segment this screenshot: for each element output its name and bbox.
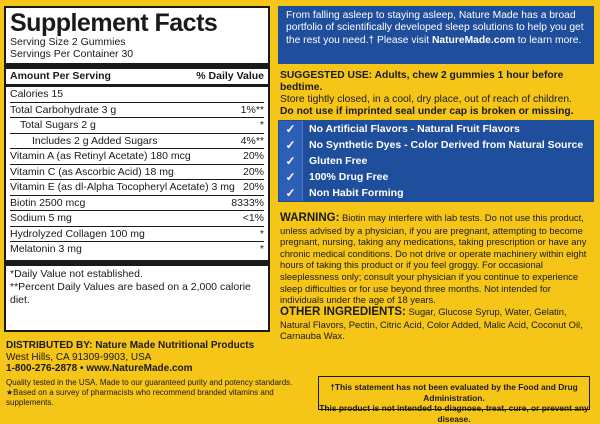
survey-statement: ★Based on a survey of pharmacists who recommend branded vitamins and supplements. (6, 387, 274, 407)
nutrient-dv: 4%** (240, 134, 264, 147)
suggested-use-lead: SUGGESTED USE: Adults, chew 2 gummies 1 hour before bedtime. (280, 70, 564, 93)
daily-value-label: % Daily Value (196, 70, 264, 82)
facts-row (10, 211, 264, 227)
nutrient-name: Calories 15 (10, 88, 64, 100)
checklist-item (279, 153, 593, 169)
other-ingredients (280, 306, 596, 342)
facts-row (10, 242, 264, 257)
feature-checklist (278, 120, 594, 202)
nutrient-dv: 20% (242, 165, 264, 178)
checklist-label: No Artificial Flavors - Natural Fruit Flavors (309, 123, 520, 135)
checklist-label: Non Habit Forming (309, 187, 404, 199)
amount-per-serving-label: Amount Per Serving (10, 70, 111, 82)
other-ingredients-text: Sugar, Glucose Syrup, Water, Gelatin, Natural Flavors, Pectin, Citric Acid, Color Added, Malic Acid, Coconut Oil, Carnauba Wax. (280, 306, 583, 342)
facts-row (10, 118, 264, 134)
nutrient-dv: 8333% (231, 196, 264, 209)
nutrient-name: Melatonin 3 mg (10, 243, 82, 255)
website-link[interactable]: NatureMade.com (431, 34, 515, 46)
serving-size: Serving Size 2 Gummies (10, 36, 126, 48)
nutrient-name: Includes 2 g Added Sugars (32, 134, 158, 147)
checklist-label: 100% Drug Free (309, 171, 389, 183)
disclaimer-line-1: †This statement has not been evaluated by the Food and Drug Administration. (330, 382, 578, 403)
check-icon: ✓ (279, 169, 303, 185)
nutrient-name: Sodium 5 mg (10, 212, 72, 224)
storage-instructions: Store tightly closed, in a cool, dry place, out of reach of children. (280, 94, 572, 105)
nutrient-dv: * (259, 227, 264, 240)
divider (6, 260, 268, 266)
facts-row (10, 196, 264, 212)
nutrient-name: Vitamin A (as Retinyl Acetate) 180 mcg (10, 150, 191, 162)
nutrient-name: Vitamin C (as Ascorbic Acid) 18 mg (10, 165, 174, 178)
facts-row (10, 103, 264, 119)
checklist-label: No Synthetic Dyes - Color Derived from Natural Source (309, 139, 584, 151)
facts-row (10, 227, 264, 243)
suggested-use (280, 70, 596, 118)
distributor-contact: 1-800-276-2878 • www.NatureMade.com (6, 363, 193, 374)
supplement-facts-panel (4, 6, 270, 332)
nutrient-dv: <1% (242, 212, 264, 224)
nutrient-dv: 20% (242, 150, 264, 162)
footnote-daily-value: *Daily Value not established. (10, 267, 143, 280)
warning-heading: WARNING: (280, 212, 340, 224)
nutrient-name: Vitamin E (as dl-Alpha Tocopheryl Acetate) 3 mg (10, 181, 235, 193)
warning-text: Biotin may interfere with lab tests. Do not use this product, unless advised by a physician, if you are pregnant, attempting to become pregnant, nursing, taking any medications, taking prescription or have any chronic medical conditions. Do not drive or operate machinery within eight hours of taking this product or if you feel groggy. For occasional sleeplessness only; consult your physician if you continue to experience sleep difficulties or for use beyond three months. Not intended for individuals under the age of 18 years. (280, 212, 587, 306)
fda-disclaimer (318, 376, 590, 424)
nutrient-dv: 20% (242, 181, 264, 193)
nutrient-name: Total Carbohydrate 3 g (10, 103, 117, 116)
distributor-address: West Hills, CA 91309-9903, USA (6, 351, 152, 363)
distributor-info (6, 340, 306, 408)
facts-title: Supplement Facts (10, 9, 218, 37)
distributed-by: DISTRIBUTED BY: Nature Made Nutritional Products (6, 340, 255, 351)
facts-row (10, 149, 264, 165)
disclaimer-line-2: This product is not intended to diagnose, treat, cure, or prevent any disease. (319, 403, 589, 424)
nutrient-name: Total Sugars 2 g (20, 119, 96, 131)
other-ingredients-heading: OTHER INGREDIENTS: (280, 306, 406, 318)
checklist-item (279, 137, 593, 153)
facts-header (10, 70, 264, 83)
checklist-item (279, 185, 593, 201)
check-icon: ✓ (279, 137, 303, 153)
nutrient-name: Biotin 2500 mcg (10, 196, 86, 209)
seal-warning: Do not use if imprinted seal under cap is broken or missing. (280, 106, 574, 117)
nutrient-dv: 1%** (240, 103, 264, 116)
facts-row (10, 87, 264, 103)
intro-panel (278, 6, 594, 64)
facts-row (10, 180, 264, 196)
footnote-percent: **Percent Daily Values are based on a 2,000 calorie diet. (10, 280, 251, 306)
warning-section (280, 212, 596, 306)
quality-statement: Quality tested in the USA. Made to our guaranteed purity and potency standards. (6, 377, 293, 387)
check-icon: ✓ (279, 153, 303, 169)
divider (6, 63, 268, 69)
nutrient-dv: * (259, 119, 264, 131)
facts-row (10, 165, 264, 181)
checklist-label: Gluten Free (309, 155, 368, 167)
servings-per-container: Servings Per Container 30 (10, 48, 134, 60)
intro-text: From falling asleep to staying asleep, Nature Made has a broad portfolio of scientifically developed sleep solutions to help you get the rest you need.† Please visit (286, 10, 584, 46)
facts-row (10, 134, 264, 150)
check-icon: ✓ (279, 185, 303, 201)
checklist-item (279, 169, 593, 185)
nutrient-dv: * (259, 243, 264, 255)
checklist-item (279, 121, 593, 137)
check-icon: ✓ (279, 121, 303, 137)
nutrient-name: Hydrolyzed Collagen 100 mg (10, 227, 145, 240)
intro-text-end: to learn more. (514, 34, 582, 46)
